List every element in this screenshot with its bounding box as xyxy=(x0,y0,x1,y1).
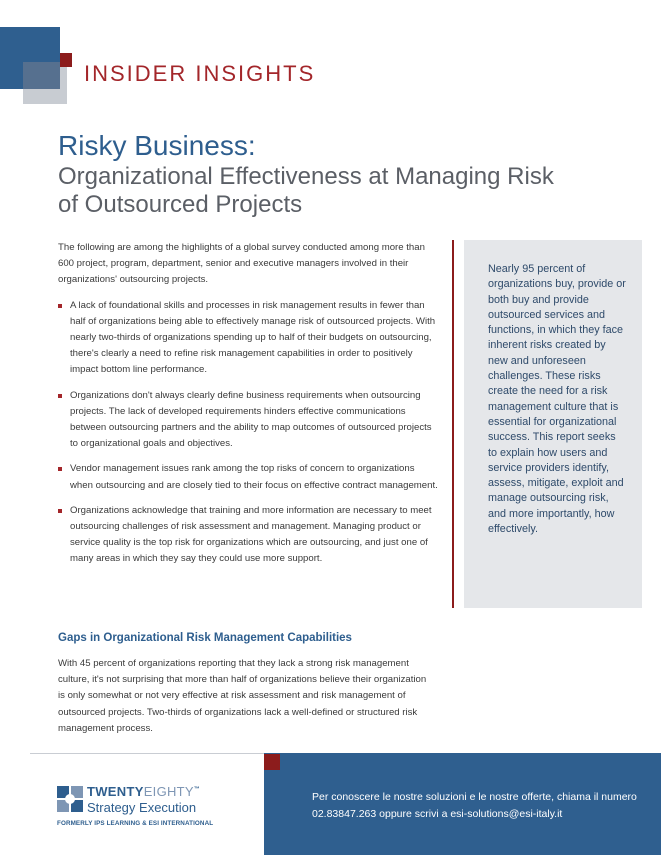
list-item-text: A lack of foundational skills and processes in risk management results in fewer than half of organizations being able to effectively manage risk of outsourced projects. With nearly two-thirds of organizations spending up to half of their budgets on outsourcing, there's clearly a need to refine risk management capabilities in order to positively impact bottom line performance. xyxy=(70,299,436,376)
logo-name xyxy=(87,784,200,799)
page-title: Risky Business: xyxy=(58,130,256,161)
main-column xyxy=(58,240,440,577)
logo-mark-icon xyxy=(57,784,85,814)
page-subtitle: Organizational Effectiveness at Managing Risk of Outsourced Projects xyxy=(58,163,554,218)
list-item-text: Vendor management issues rank among the top risks of concern to organizations when outsourcing and are closely tied to their focus on effective contract management. xyxy=(70,463,438,491)
highlights-list xyxy=(58,298,440,568)
footer-rule xyxy=(30,753,266,754)
company-logo xyxy=(57,784,257,834)
list-item-text: Organizations acknowledge that training and more information are necessary to meet outsourcing challenges of risk assessment and management. Managing product or service quality is the top risk for organizations which are outsourcing, and just one of many areas in which they say they could use more support. xyxy=(70,504,432,565)
corner-block-overlap xyxy=(23,62,60,89)
intro-paragraph: The following are among the highlights of a global survey conducted among more than 600 project, program, department, senior and executive managers involved in their organizations' outsourcing projects. xyxy=(58,242,425,286)
list-item xyxy=(58,388,440,453)
list-item xyxy=(58,461,440,493)
footer-red-square xyxy=(264,754,280,770)
sidebar-divider xyxy=(452,240,454,608)
logo-name-primary: TWENTY xyxy=(87,784,144,799)
footer-contact-text: Per conoscere le nostre soluzioni e le nostre offerte, chiama il numero 02.83847.263 oppure scrivi a esi-solutions@esi-italy.it xyxy=(312,791,637,820)
section-heading: Gaps in Organizational Risk Management Capabilities xyxy=(58,632,352,644)
logo-formerly: FORMERLY IPS LEARNING & ESI INTERNATIONAL xyxy=(57,820,214,827)
bullet-icon xyxy=(58,394,62,398)
list-item-text: Organizations don't always clearly define business requirements when outsourcing projects. The lack of developed requirements hinders effective communications between outsourcing partners and the ability to map outcomes of outsourced projects to organizational goals and objectives. xyxy=(70,389,432,450)
bullet-icon xyxy=(58,304,62,308)
list-item xyxy=(58,503,440,568)
sidebar-callout xyxy=(464,240,642,608)
corner-block-red xyxy=(60,53,72,67)
bullet-icon xyxy=(58,509,62,513)
sidebar-text: Nearly 95 percent of organizations buy, provide or both buy and provide outsourced services and functions, in which they face inherent risks created by new and unforeseen challenges. These risks create the need for a risk management culture that is essential for organizational success. This report seeks to explain how users and service providers identify, assess, mitigate, exploit and manage outsourcing risk, and more importantly, how effectively. xyxy=(488,263,626,536)
bullet-icon xyxy=(58,467,62,471)
logo-name-accent: EIGHTY xyxy=(143,784,194,799)
list-item xyxy=(58,298,440,379)
header-label: INSIDER INSIGHTS xyxy=(84,61,316,86)
section-body: With 45 percent of organizations reporting that they lack a strong risk management culture, it's not surprising that more than half of organizations believe their organization is only somewhat or not very effective at risk assessment and risk management of outsourced projects. Two-thirds of organizations lack a well-defined or structured risk management process. xyxy=(58,658,427,734)
footer-panel xyxy=(264,753,661,855)
logo-subtitle: Strategy Execution xyxy=(87,800,197,815)
logo-tm: ™ xyxy=(193,786,201,793)
